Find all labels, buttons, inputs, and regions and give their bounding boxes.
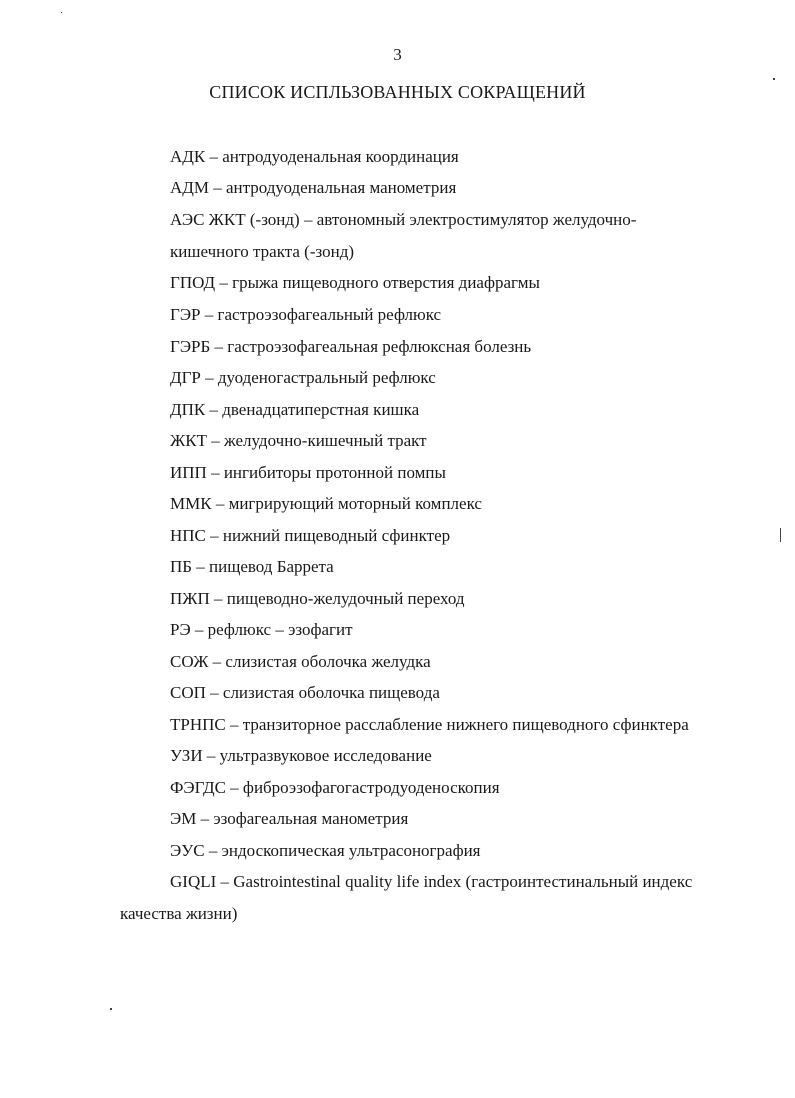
abbreviation-entry: ПЖП – пищеводно-желудочный переход — [170, 589, 465, 608]
abbreviation-entry: ПБ – пищевод Баррета — [170, 557, 334, 576]
page-number: 3 — [393, 45, 402, 64]
abbreviation-entry: ГПОД – грыжа пищеводного отверстия диафрагмы — [170, 273, 540, 292]
abbreviation-entry: ФЭГДС – фиброэзофагогастродуоденоскопия — [170, 778, 500, 797]
abbreviation-entry: ММК – мигрирующий моторный комплекс — [170, 494, 482, 513]
abbreviation-entry: СОЖ – слизистая оболочка желудка — [170, 652, 431, 671]
abbreviation-entry: УЗИ – ультразвуковое исследование — [170, 746, 432, 765]
abbreviation-entry: ДГР – дуоденогастральный рефлюкс — [170, 368, 436, 387]
abbreviation-entry: ЖКТ – желудочно-кишечный тракт — [170, 431, 427, 450]
abbreviation-entry: СОП – слизистая оболочка пищевода — [170, 683, 440, 702]
scan-speck — [61, 12, 62, 13]
abbreviation-entry: ЭУС – эндоскопическая ультрасонография — [170, 841, 481, 860]
abbreviation-entry: ТРНПС – транзиторное расслабление нижнего пищеводного сфинктера — [170, 715, 689, 734]
abbreviation-entry: АЭС ЖКТ (-зонд) – автономный электростимулятор желудочно- — [170, 210, 637, 229]
abbreviation-entry: АДК – антродуоденальная координация — [170, 147, 459, 166]
abbreviation-entry: ИПП – ингибиторы протонной помпы — [170, 463, 446, 482]
scan-speck — [110, 1008, 112, 1010]
abbreviation-entry: АДМ – антродуоденальная манометрия — [170, 178, 457, 197]
scan-speck — [773, 78, 775, 80]
abbreviation-entry: GIQLI – Gastrointestinal quality life index (гастроинтестинальный индекс — [170, 872, 693, 891]
page-title: СПИСОК ИСПЛЬЗОВАННЫХ СОКРАЩЕНИЙ — [209, 82, 586, 102]
abbreviation-entry: ГЭР – гастроэзофагеальный рефлюкс — [170, 305, 442, 324]
abbreviation-entry: НПС – нижний пищеводный сфинктер — [170, 526, 451, 545]
abbreviation-entry: ДПК – двенадцатиперстная кишка — [170, 400, 420, 419]
scan-mark — [780, 528, 781, 542]
abbreviation-entry-continuation: качества жизни) — [120, 904, 238, 923]
abbreviation-entry-continuation: кишечного тракта (-зонд) — [170, 242, 355, 261]
abbreviation-entry: ЭМ – эзофагеальная манометрия — [170, 809, 409, 828]
abbreviation-entry: ГЭРБ – гастроэзофагеальная рефлюксная болезнь — [170, 337, 532, 356]
abbreviation-entry: РЭ – рефлюкс – эзофагит — [170, 620, 353, 639]
